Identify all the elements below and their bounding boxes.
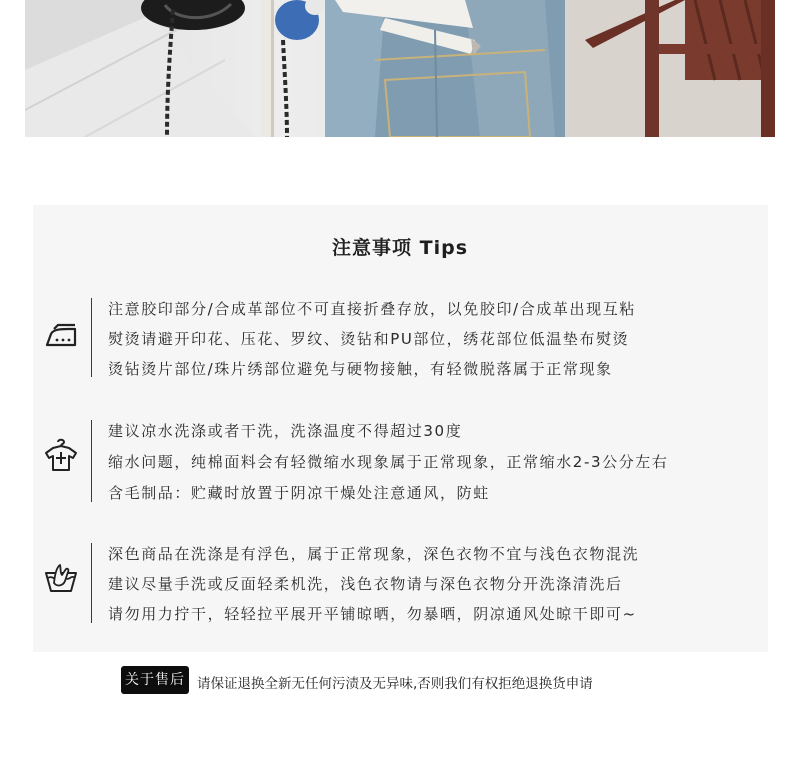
product-photo <box>25 0 775 137</box>
tip-line: 烫钻烫片部位/珠片绣部位避免与硬物接触，有轻微脱落属于正常现象 <box>108 360 613 378</box>
product-photo-drawing <box>25 0 775 137</box>
section-divider-3 <box>91 543 92 623</box>
tip-line: 请勿用力拧干，轻轻拉平展开平铺晾晒，勿暴晒，阴凉通风处晾干即可~ <box>108 605 637 623</box>
shirt-hanger-icon <box>44 438 78 472</box>
after-sales-note: 请保证退换全新无任何污渍及无异味,否则我们有权拒绝退换货申请 <box>197 676 593 692</box>
tip-line: 含毛制品：贮藏时放置于阴凉干燥处注意通风，防蛀 <box>108 484 490 502</box>
tip-line: 建议尽量手洗或反面轻柔机洗，浅色衣物请与深色衣物分开洗涤清洗后 <box>108 575 623 593</box>
tip-line: 深色商品在洗涤是有浮色，属于正常现象，深色衣物不宜与浅色衣物混洗 <box>108 545 640 563</box>
section-divider-1 <box>91 298 92 377</box>
after-sales-badge: 关于售后 <box>121 666 189 694</box>
tip-line: 注意胶印部分/合成革部位不可直接折叠存放，以免胶印/合成革出现互粘 <box>108 300 636 318</box>
tips-title: 注意事项 Tips <box>332 237 468 259</box>
tip-line: 熨烫请避开印花、压花、罗纹、烫钻和PU部位，绣花部位低温垫布熨烫 <box>108 330 630 348</box>
hand-wash-icon <box>44 561 78 595</box>
tip-line: 缩水问题，纯棉面料会有轻微缩水现象属于正常现象，正常缩水2-3公分左右 <box>108 453 669 471</box>
section-divider-2 <box>91 420 92 502</box>
iron-icon <box>44 320 78 354</box>
tip-line: 建议凉水洗涤或者干洗，洗涤温度不得超过30度 <box>108 422 463 440</box>
